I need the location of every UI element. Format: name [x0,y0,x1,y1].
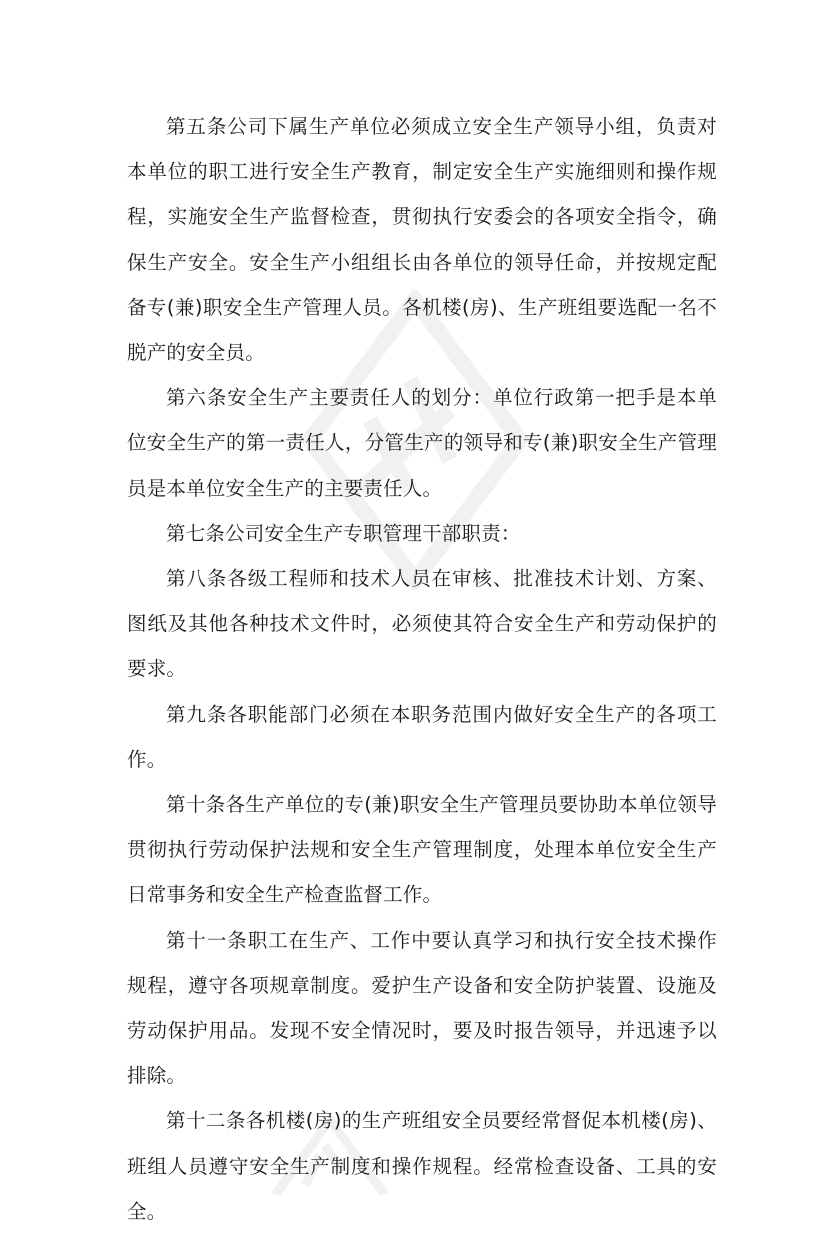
article-5: 第五条公司下属生产单位必须成立安全生产领导小组，负责对本单位的职工进行安全生产教育，制定安全生产实施细则和操作规程，实施安全生产监督检查，贯彻执行安委会的各项安全指令，确保生产安全。安全生产小组组长由各单位的领导任命，并按规定配备专(兼)职安全生产管理人员。各机楼(房)、生产班组要选配一名不脱产的安全员。 [127,115,717,365]
article-9: 第九条各职能部门必须在本职务范围内做好安全生产的各项工作。 [127,702,717,771]
article-6: 第六条安全生产主要责任人的划分：单位行政第一把手是本单位安全生产的第一责任人，分管生产的领导和专(兼)职安全生产管理员是本单位安全生产的主要责任人。 [127,386,717,500]
article-8: 第八条各级工程师和技术人员在审核、批准技术计划、方案、图纸及其他各种技术文件时，必须使其符合安全生产和劳动保护的要求。 [127,567,717,681]
article-12: 第十二条各机楼(房)的生产班组安全员要经常督促本机楼(房)、班组人员遵守安全生产制度和操作规程。经常检查设备、工具的安全。 [127,1109,717,1223]
document-page [127,104,717,1234]
article-10: 第十条各生产单位的专(兼)职安全生产管理员要协助本单位领导贯彻执行劳动保护法规和安全生产管理制度，处理本单位安全生产日常事务和安全生产检查监督工作。 [127,793,717,907]
article-7: 第七条公司安全生产专职管理干部职责： [166,521,521,545]
article-11: 第十一条职工在生产、工作中要认真学习和执行安全技术操作规程，遵守各项规章制度。爱护生产设备和安全防护装置、设施及劳动保护用品。发现不安全情况时，要及时报告领导，并迅速予以排除。 [127,928,717,1088]
